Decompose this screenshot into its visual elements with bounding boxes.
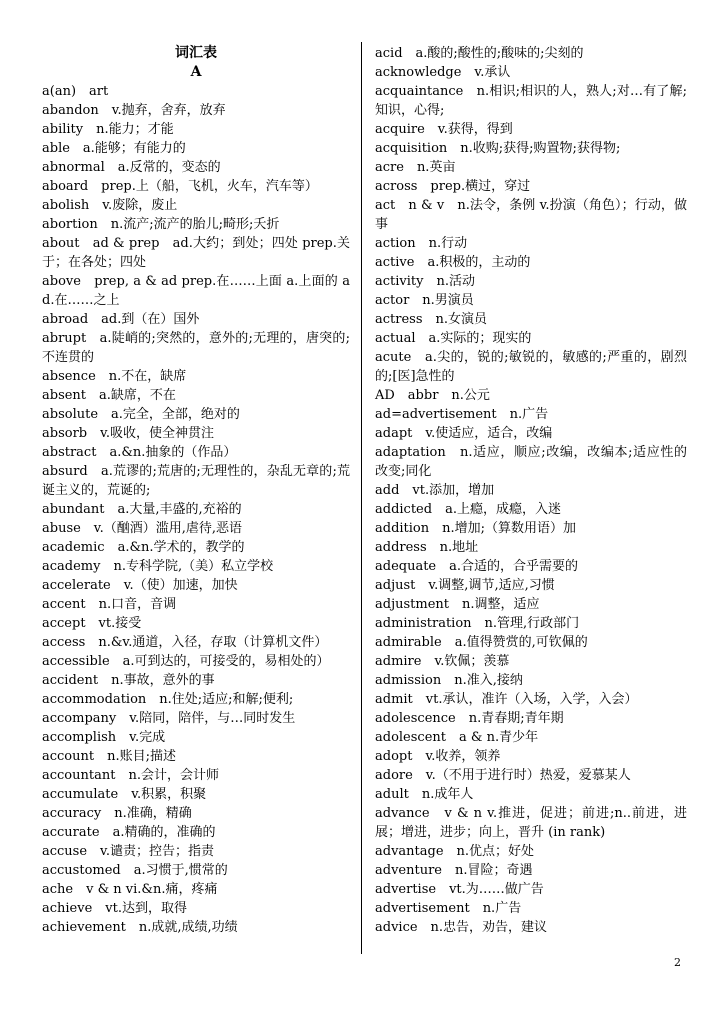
- vocab-entry: accountant n.会计，会计师: [42, 768, 219, 783]
- vocab-entry: acre n.英亩: [375, 160, 456, 175]
- vocab-entry: accept vt.接受: [42, 616, 142, 631]
- vocab-entry: adopt v.收养，领养: [375, 749, 501, 764]
- vocab-entry: actor n.男演员: [375, 293, 474, 308]
- vocab-entry: a(an) art: [42, 84, 109, 99]
- column-divider: [361, 42, 362, 954]
- vocab-entry: AD abbr n.公元: [375, 388, 490, 403]
- page-number: 2: [674, 956, 681, 969]
- vocab-entry: abandon v.抛弃，舍弃，放弃: [42, 103, 226, 118]
- vocab-entry: add vt.添加，增加: [375, 483, 495, 498]
- vocab-entry: admire v.钦佩；羡慕: [375, 654, 510, 669]
- right-column: [375, 44, 687, 937]
- vocab-entry: activity n.活动: [375, 274, 475, 289]
- vocab-entry: ability n.能力；才能: [42, 122, 174, 137]
- left-column: [42, 44, 350, 937]
- vocab-entry: accelerate v.（使）加速，加快: [42, 578, 238, 593]
- vocab-entry: aboard prep.上（船，飞机，火车，汽车等）: [42, 179, 318, 194]
- vocab-entry: ache v & n vi.&n.痛，疼痛: [42, 882, 218, 897]
- vocab-entry: ad=advertisement n.广告: [375, 407, 549, 422]
- vocab-entry: academy n.专科学院,（美）私立学校: [42, 559, 274, 574]
- vocab-entry: accuse v.谴责；控告；指责: [42, 844, 214, 859]
- vocab-entry: addicted a.上瘾，成瘾，入迷: [375, 502, 561, 517]
- vocab-entry: administration n.管理,行政部门: [375, 616, 580, 631]
- vocab-entry: accommodation n.住处;适应;和解;便利;: [42, 692, 294, 707]
- vocab-entry: adore v.（不用于进行时）热爱，爱慕某人: [375, 768, 631, 783]
- vocab-entry: accustomed a.习惯于,惯常的: [42, 863, 228, 878]
- vocab-entry: advance v & n v.推进，促进；前进;n..前进，进展；增进，进步；向上，晋升 (in rank): [375, 806, 687, 840]
- vocab-entry: able a.能够；有能力的: [42, 141, 186, 156]
- vocab-entry: advantage n.优点；好处: [375, 844, 535, 859]
- vocab-entry: actress n.女演员: [375, 312, 488, 327]
- vocab-entry: achieve vt.达到，取得: [42, 901, 187, 916]
- vocab-entry: action n.行动: [375, 236, 468, 251]
- vocab-entry: accident n.事故，意外的事: [42, 673, 215, 688]
- vocab-entry: address n.地址: [375, 540, 479, 555]
- vocab-entry: acquisition n.收购;获得;购置物;获得物;: [375, 141, 621, 156]
- vocab-entry: achievement n.成就,成绩,功绩: [42, 920, 238, 935]
- vocab-entry: adolescence n.青春期;青年期: [375, 711, 564, 726]
- vocab-entry: admission n.准入,接纳: [375, 673, 523, 688]
- vocab-entry: account n.账目;描述: [42, 749, 176, 764]
- vocab-entry: actual a.实际的；现实的: [375, 331, 532, 346]
- vocab-entry: absurd a.荒谬的;荒唐的;无理性的，杂乱无章的;荒诞主义的，荒诞的;: [42, 464, 350, 498]
- vocab-entry: abnormal a.反常的，变态的: [42, 160, 221, 175]
- vocab-entry: accompany v.陪同，陪伴，与…同时发生: [42, 711, 296, 726]
- vocab-entry: acquire v.获得，得到: [375, 122, 513, 137]
- vocab-entry: abrupt a.陡峭的;突然的，意外的;无理的，唐突的;不连贯的: [42, 331, 350, 365]
- vocab-entry: absolute a.完全，全部，绝对的: [42, 407, 240, 422]
- vocab-entry: active a.积极的，主动的: [375, 255, 531, 270]
- vocab-entry: adjustment n.调整，适应: [375, 597, 540, 612]
- vocab-entry: abolish v.废除，废止: [42, 198, 178, 213]
- vocab-entry: addition n.增加;（算数用语）加: [375, 521, 577, 536]
- vocab-entry: abuse v.（酗酒）滥用,虐待,恶语: [42, 521, 243, 536]
- vocab-entry: accent n.口音，音调: [42, 597, 177, 612]
- vocab-entry: accurate a.精确的，准确的: [42, 825, 216, 840]
- vocab-entry: advice n.忠告，劝告，建议: [375, 920, 548, 935]
- vocab-entry: absent a.缺席，不在: [42, 388, 176, 403]
- vocab-entry: adult n.成年人: [375, 787, 474, 802]
- vocab-entry: acid a.酸的;酸性的;酸味的;尖刻的: [375, 46, 584, 61]
- page-title: 词汇表: [175, 45, 217, 61]
- right-entry-list: [375, 44, 687, 937]
- vocab-entry: about ad & prep ad.大约；到处；四处 prep.关于；在各处；四处: [42, 236, 350, 270]
- vocab-entry: absorb v.吸收，使全神贯注: [42, 426, 215, 441]
- vocab-entry: across prep.横过，穿过: [375, 179, 531, 194]
- vocab-entry: adaptation n.适应，顺应;改编，改编本;适应性的改变;同化: [375, 445, 687, 479]
- vocab-entry: abundant a.大量,丰盛的,充裕的: [42, 502, 242, 517]
- vocab-entry: adjust v.调整,调节,适应,习惯: [375, 578, 555, 593]
- section-letter: A: [190, 64, 202, 80]
- vocab-entry: advertise vt.为……做广告: [375, 882, 544, 897]
- vocab-entry: accuracy n.准确，精确: [42, 806, 192, 821]
- vocab-entry: admit vt.承认，准许（入场，入学，入会）: [375, 692, 638, 707]
- vocab-entry: adventure n.冒险；奇遇: [375, 863, 533, 878]
- vocab-entry: act n & v n.法令，条例 v.扮演（角色）；行动，做事: [375, 198, 687, 232]
- vocab-entry: accomplish v.完成: [42, 730, 166, 745]
- vocab-entry: advertisement n.广告: [375, 901, 522, 916]
- vocab-entry: academic a.&n.学术的，教学的: [42, 540, 245, 555]
- vocab-entry: abroad ad.到（在）国外: [42, 312, 200, 327]
- left-entry-list: [42, 82, 350, 937]
- vocab-entry: access n.&v.通道，入径，存取（计算机文件）: [42, 635, 328, 650]
- vocab-entry: abstract a.&n.抽象的（作品）: [42, 445, 237, 460]
- vocab-entry: adequate a.合适的，合乎需要的: [375, 559, 579, 574]
- vocab-entry: adapt v.使适应，适合，改编: [375, 426, 553, 441]
- vocab-entry: adolescent a & n.青少年: [375, 730, 539, 745]
- vocab-entry: acknowledge v.承认: [375, 65, 511, 80]
- vocab-entry: above prep, a & ad prep.在……上面 a.上面的 ad.在……之上: [42, 274, 350, 308]
- vocab-entry: admirable a.值得赞赏的,可钦佩的: [375, 635, 588, 650]
- vocab-entry: abortion n.流产;流产的胎儿;畸形;夭折: [42, 217, 280, 232]
- vocab-entry: accumulate v.积累，积聚: [42, 787, 207, 802]
- vocab-entry: absence n.不在，缺席: [42, 369, 187, 384]
- vocab-entry: acute a.尖的，锐的;敏锐的，敏感的;严重的，剧烈的;[医]急性的: [375, 350, 687, 384]
- vocab-entry: acquaintance n.相识;相识的人，熟人;对…有了解;知识，心得;: [375, 84, 687, 118]
- vocab-entry: accessible a.可到达的，可接受的，易相处的）: [42, 654, 330, 669]
